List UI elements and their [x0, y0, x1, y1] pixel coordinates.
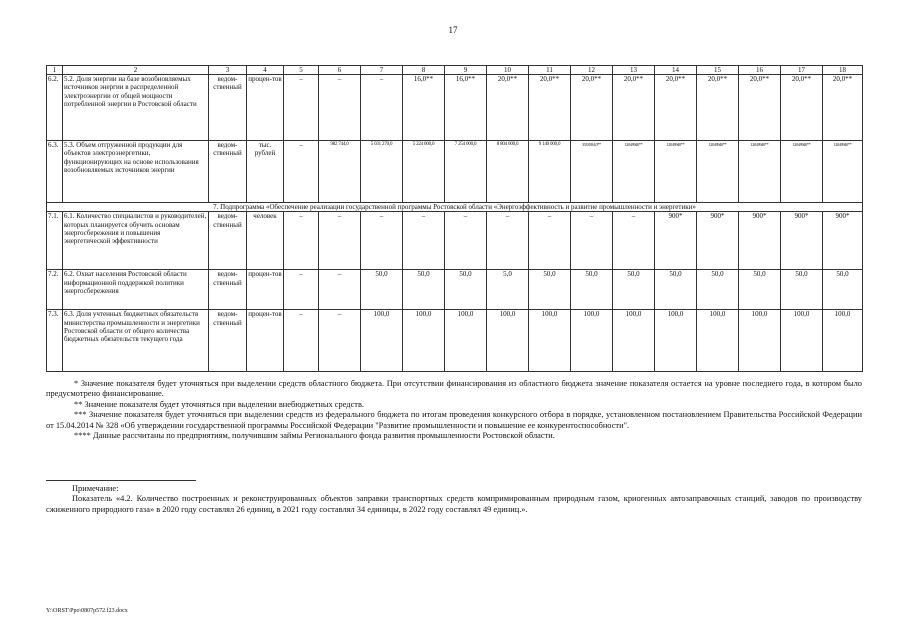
indicator-type: ведом-ственный — [209, 141, 247, 203]
row-number: 7.1. — [47, 212, 63, 270]
value-cell: 900* — [739, 212, 781, 270]
value-cell: 100,0 — [529, 310, 571, 372]
indicator-type: ведом-ственный — [209, 270, 247, 310]
value-cell: – — [319, 270, 361, 310]
section-title: 7. Подпрограмма «Обеспечение реализации государственной программы Ростовской области «Энергоэффективность и развитие промышленности и энергетики» — [47, 203, 863, 212]
value-cell: 50,0 — [445, 270, 487, 310]
column-number: 6 — [319, 66, 361, 75]
footnotes — [46, 379, 862, 441]
column-number: 14 — [655, 66, 697, 75]
indicators-table — [46, 65, 863, 372]
value-cell: 3518394,0** — [571, 141, 613, 203]
footnote-4: **** Данные рассчитаны по предприятиям, получившим займы Регионального фонда развития промышленности Ростовской области. — [74, 431, 555, 441]
value-cell: – — [361, 212, 403, 270]
unit: процен-тов — [247, 75, 284, 141]
value-cell: 8 804 000,0 — [487, 141, 529, 203]
table-row — [47, 270, 863, 310]
remark-title: Примечание: — [72, 484, 119, 493]
column-number: 17 — [781, 66, 823, 75]
footnote-1: * Значение показателя будет уточняться при выделении средств областного бюджета. При отсутствии финансирования из областного бюджета значение показателя остается на уровне последнего года, в котором было предусмотрено финансирование. — [46, 379, 862, 399]
value-cell: 20,0** — [613, 75, 655, 141]
column-number: 13 — [613, 66, 655, 75]
row-number: 7.3. — [47, 310, 63, 372]
column-number: 18 — [823, 66, 863, 75]
value-cell: 100,0 — [487, 310, 529, 372]
value-cell: 50,0 — [361, 270, 403, 310]
unit: процен-тов — [247, 310, 284, 372]
column-number: 15 — [697, 66, 739, 75]
table-row — [47, 310, 863, 372]
separator-line — [46, 480, 196, 481]
value-cell: – — [361, 75, 403, 141]
page-number: 17 — [448, 25, 458, 35]
unit: процен-тов — [247, 270, 284, 310]
remark-block — [46, 484, 862, 515]
value-cell: – — [319, 75, 361, 141]
value-cell: 100,0 — [571, 310, 613, 372]
table-row — [47, 75, 863, 141]
column-number: 2 — [63, 66, 209, 75]
indicator-name: 5.2. Доля энергии на базе возобновляемых источников энергии в распределенной электроэнергии от общей мощности потребленной энергии в Ростовской области — [63, 75, 209, 141]
value-cell: 900* — [655, 212, 697, 270]
value-cell: – — [284, 141, 319, 203]
value-cell: 20,0** — [571, 75, 613, 141]
value-cell: 12049940** — [697, 141, 739, 203]
value-cell: 100,0 — [361, 310, 403, 372]
value-cell: 50,0 — [823, 270, 863, 310]
value-cell: 5,0 — [487, 270, 529, 310]
column-number: 9 — [445, 66, 487, 75]
value-cell: 20,0** — [487, 75, 529, 141]
footer-file-path: Y:\ORST\Ppo\0807p572.f23.docx — [46, 608, 128, 614]
value-cell: – — [571, 212, 613, 270]
column-number: 3 — [209, 66, 247, 75]
value-cell: – — [529, 212, 571, 270]
value-cell: – — [284, 75, 319, 141]
column-number: 8 — [403, 66, 445, 75]
value-cell: – — [613, 212, 655, 270]
value-cell: 50,0 — [655, 270, 697, 310]
value-cell: – — [403, 212, 445, 270]
value-cell: 12049940** — [739, 141, 781, 203]
value-cell: 16,0** — [403, 75, 445, 141]
value-cell: 100,0 — [403, 310, 445, 372]
row-number: 6.3. — [47, 141, 63, 203]
value-cell: 50,0 — [781, 270, 823, 310]
indicator-name: 6.1. Количество специалистов и руководителей, которых планируется обучить основам энергосбережения и повышения энергетической эффективности — [63, 212, 209, 270]
value-cell: 12049940** — [655, 141, 697, 203]
indicator-name: 6.3. Доля учтенных бюджетных обязательств министерства промышленности и энергетики Ростовской области от общего количества бюджетных обязательств текущего года — [63, 310, 209, 372]
value-cell: 12049940** — [613, 141, 655, 203]
table-header-row — [47, 66, 863, 75]
value-cell: 50,0 — [613, 270, 655, 310]
value-cell: – — [284, 310, 319, 372]
indicator-type: ведом-ственный — [209, 310, 247, 372]
value-cell: 20,0** — [823, 75, 863, 141]
value-cell: – — [284, 212, 319, 270]
value-cell: – — [319, 212, 361, 270]
footnote-3: *** Значение показателя будет уточняться при выделении средств из федерального бюджета по итогам проведения конкурсного отбора в порядке, установленном постановлением Правительства Российской Федерации от 15.04.2014 № 328 «Об утверждении государственной программы Российской Федерации "Развитие промышленности и повышение ее конкурентоспособности". — [46, 410, 862, 430]
value-cell: 100,0 — [697, 310, 739, 372]
table-row — [47, 141, 863, 203]
value-cell: 900* — [697, 212, 739, 270]
column-number: 16 — [739, 66, 781, 75]
value-cell: 7 254 000,0 — [445, 141, 487, 203]
value-cell: 50,0 — [697, 270, 739, 310]
value-cell: 100,0 — [781, 310, 823, 372]
value-cell: 12049940** — [781, 141, 823, 203]
column-number: 1 — [47, 66, 63, 75]
value-cell: 9 140 000,0 — [529, 141, 571, 203]
value-cell: – — [445, 212, 487, 270]
value-cell: 900* — [823, 212, 863, 270]
column-number: 5 — [284, 66, 319, 75]
unit: человек — [247, 212, 284, 270]
value-cell: 20,0** — [739, 75, 781, 141]
value-cell: – — [487, 212, 529, 270]
value-cell: 100,0 — [613, 310, 655, 372]
value-cell: 900* — [781, 212, 823, 270]
value-cell: 20,0** — [529, 75, 571, 141]
indicator-type: ведом-ственный — [209, 75, 247, 141]
indicator-type: ведом-ственный — [209, 212, 247, 270]
value-cell: 20,0** — [655, 75, 697, 141]
value-cell: 5 224 000,0 — [403, 141, 445, 203]
indicator-name: 6.2. Охват населения Ростовской области информационной поддержкой политики энергосбережения — [63, 270, 209, 310]
value-cell: 50,0 — [571, 270, 613, 310]
value-cell: 50,0 — [403, 270, 445, 310]
column-number: 7 — [361, 66, 403, 75]
indicator-name: 5.3. Объем отгруженной продукции для объектов электроэнергетики, функционирующих на основе использования возобновляемых источников энергии — [63, 141, 209, 203]
column-number: 11 — [529, 66, 571, 75]
row-number: 7.2. — [47, 270, 63, 310]
column-number: 12 — [571, 66, 613, 75]
value-cell: 16,0** — [445, 75, 487, 141]
column-number: 4 — [247, 66, 284, 75]
remark-text: Показатель «4.2. Количество построенных и реконструированных объектов заправки транспортных средств компримированным природным газом, криогенных автозаправочных станций, заводов по производству сжиженного природного газа» в 2020 году составлял 26 единиц, в 2021 году составлял 34 единицы, в 2022 году составлял 49 единиц.». — [46, 494, 862, 514]
value-cell: 5 031 270,0 — [361, 141, 403, 203]
value-cell: 50,0 — [739, 270, 781, 310]
row-number: 6.2. — [47, 75, 63, 141]
value-cell: 100,0 — [823, 310, 863, 372]
value-cell: 20,0** — [781, 75, 823, 141]
footnote-2: ** Значение показателя будет уточняться при выделении внебюджетных средств. — [74, 399, 364, 409]
value-cell: 100,0 — [739, 310, 781, 372]
unit: тыс. рублей — [247, 141, 284, 203]
value-cell: 100,0 — [655, 310, 697, 372]
value-cell: – — [319, 310, 361, 372]
value-cell: 20,0** — [697, 75, 739, 141]
value-cell: 982 744,0 — [319, 141, 361, 203]
value-cell: 12049940** — [823, 141, 863, 203]
value-cell: – — [284, 270, 319, 310]
section-row — [47, 203, 863, 212]
table-row — [47, 212, 863, 270]
value-cell: 50,0 — [529, 270, 571, 310]
column-number: 10 — [487, 66, 529, 75]
value-cell: 100,0 — [445, 310, 487, 372]
